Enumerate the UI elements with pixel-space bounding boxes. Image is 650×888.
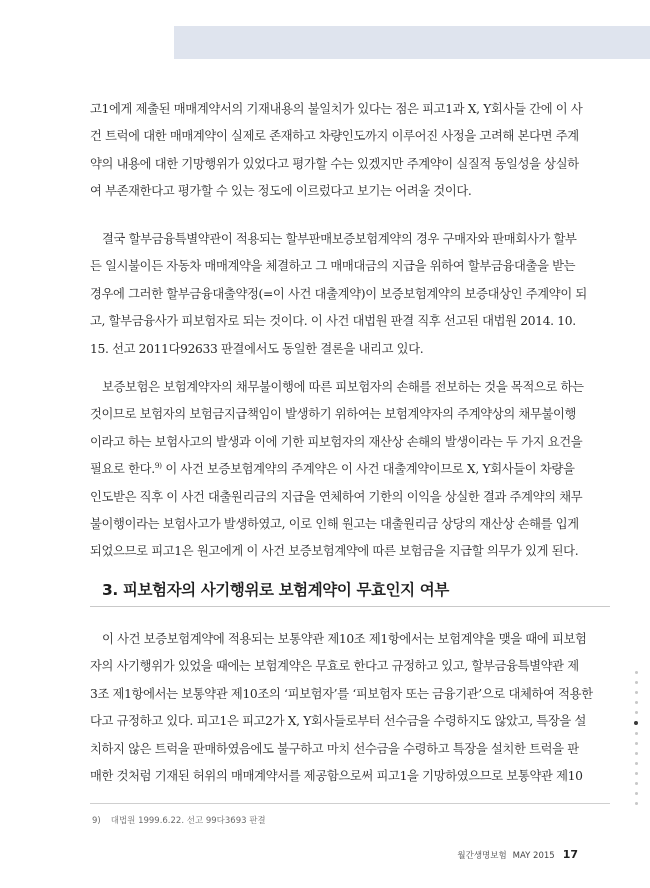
text-line: 경우에 그러한 할부금융대출약정(=이 사건 대출계약)이 보증보험계약의 보증대상인 주계약이 되	[90, 286, 587, 301]
heading-divider	[90, 606, 610, 607]
page-dot	[635, 802, 638, 805]
active-page-dot	[634, 721, 638, 725]
page-dot	[635, 681, 638, 684]
page-progress-dots	[633, 671, 639, 812]
text-segment: 이 사건 보증보험계약의 주계약은 이 사건 대출계약이므로 X, Y회사들이 차량을	[165, 462, 575, 477]
paragraph-3	[90, 374, 612, 566]
page-dot	[635, 711, 638, 714]
page-dot	[635, 782, 638, 785]
text-line: 든 일시불이든 자동차 매매계약을 체결하고 그 매매대금의 지급을 위하여 할부금융대출을 받는	[90, 259, 576, 274]
page-dot	[635, 701, 638, 704]
text-line: 보증보험은 보험계약자의 채무불이행에 따른 피보험자의 손해를 전보하는 것을 목적으로 하는	[102, 380, 584, 394]
publication-name: 월간생명보험	[457, 851, 507, 861]
text-line: 고1에게 제출된 매매계약서의 기재내용의 불일치가 있다는 점은 피고1과 X, Y회사들 간에 이 사	[90, 102, 583, 116]
text-line: 되었으므로 피고1은 원고에게 이 사건 보증보험계약에 따른 보험금을 지급할 의무가 있게 된다.	[90, 544, 579, 559]
text-line: 결국 할부금융특별약관이 적용되는 할부판매보증보험계약의 경우 구매자와 판매회사가 할부	[102, 232, 577, 246]
text-line: 이 사건 보증보험계약에 적용되는 보통약관 제10조 제1항에서는 보험계약을 맺을 때에 피보험	[102, 632, 587, 646]
text-line: 인도받은 직후 이 사건 대출원리금의 지급을 연체하여 기한의 이익을 상실한 결과 주계약의 채무	[90, 489, 583, 504]
text-line-with-footnote	[90, 456, 612, 483]
issue-date: MAY 2015	[512, 851, 555, 861]
paragraph-2	[90, 226, 612, 363]
text-line: 자의 사기행위가 있었을 때에는 보험계약은 무효로 한다고 규정하고 있고, 할부금융특별약관 제	[90, 659, 579, 674]
text-line: 것이므로 보험자의 보험금지급책임이 발생하기 위하여는 보험계약자의 주계약상의 채무불이행	[90, 407, 577, 422]
footnote-text: 대법원 1999.6.22. 선고 99다3693 판결	[110, 816, 266, 826]
footnote-reference: 9)	[154, 461, 162, 471]
paragraph-4	[90, 626, 612, 790]
text-segment: 필요로 한다.	[90, 462, 155, 477]
text-line: 이라고 하는 보험사고의 발생과 이에 기한 피보험자의 재산상 손해의 발생이라는 두 가지 요건을	[90, 434, 583, 449]
text-line: 치하지 않은 트럭을 판매하였음에도 불구하고 마치 선수금을 수령하고 특장을 설치한 트럭을 판	[90, 741, 579, 756]
text-line: 3조 제1항에서는 보통약관 제10조의 ‘피보험자’를 ‘피보험자 또는 금융기관’으로 대체하여 적용한	[90, 686, 593, 701]
page-dot	[635, 691, 638, 694]
page-dot	[635, 792, 638, 795]
text-line: 다고 규정하고 있다. 피고1은 피고2가 X, Y회사들로부터 선수금을 수령하지도 않았고, 특장을 설	[90, 714, 586, 729]
page-dot	[635, 762, 638, 765]
text-line: 여 부존재한다고 평가할 수 있는 정도에 이르렀다고 보기는 어려울 것이다.	[90, 184, 472, 199]
text-line: 매한 것처럼 기재된 허위의 매매계약서를 제공함으로써 피고1을 기망하였으므로 보통약관 제10	[90, 769, 583, 784]
section-heading: 3. 피보험자의 사기행위로 보험계약이 무효인지 여부	[102, 581, 449, 599]
page-footer	[457, 848, 578, 861]
page-dot	[635, 752, 638, 755]
page-number: 17	[562, 848, 578, 861]
page-dot	[635, 732, 638, 735]
text-line: 15. 선고 2011다92633 판결에서도 동일한 결론을 내리고 있다.	[90, 341, 424, 356]
text-line: 건 트럭에 대한 매매계약이 실제로 존재하고 차량인도까지 이루어진 사정을 고려해 본다면 주계	[90, 129, 579, 144]
footnote-number: 9)	[92, 816, 101, 826]
paragraph-1	[90, 96, 612, 206]
text-line: 약의 내용에 대한 기망행위가 있었다고 평가할 수는 있겠지만 주계약이 실질적 동일성을 상실하	[90, 156, 579, 171]
page-dot	[635, 742, 638, 745]
header-band	[174, 26, 650, 59]
text-line: 고, 할부금융사가 피보험자로 되는 것이다. 이 사건 대법원 판결 직후 선고된 대법원 2014. 10.	[90, 314, 576, 329]
page-dot	[635, 671, 638, 674]
footnote	[92, 814, 266, 826]
page-dot	[635, 772, 638, 775]
text-line: 불이행이라는 보험사고가 발생하였고, 이로 인해 원고는 대출원리금 상당의 재산상 손해를 입게	[90, 517, 579, 532]
footnote-divider	[90, 803, 610, 804]
